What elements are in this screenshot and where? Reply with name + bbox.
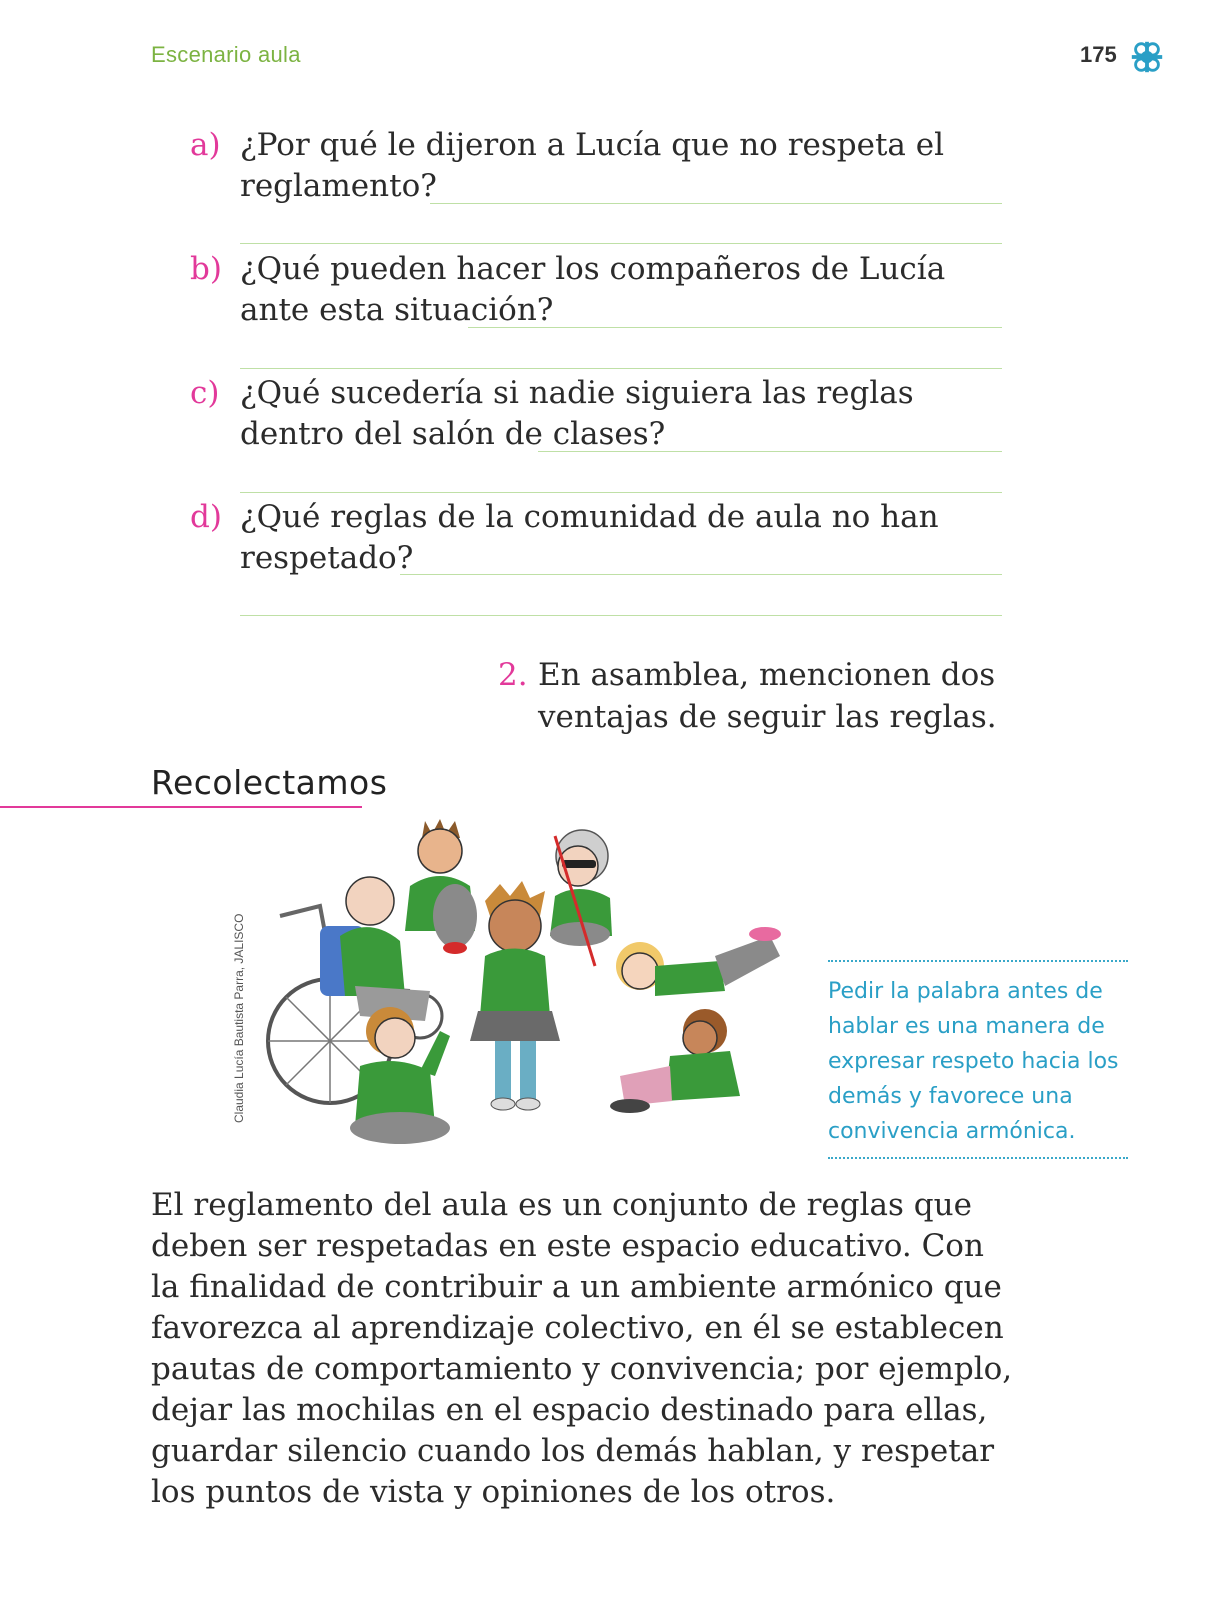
body-paragraph: El reglamento del aula es un conjunto de reglas que deben ser respetadas en este espacio educativo. Con la finalidad de contribuir a un ambiente armónico que favorezca al aprendizaje colectivo, en él se establecen pautas de comportamiento y convivencia; por ejemplo, dejar las mochilas en el espacio destinado para ellas, guardar silencio cuando los demás hablan, y respetar los puntos de vista y opiniones de los otros.	[151, 1187, 1013, 1510]
girl-standing-figure	[470, 881, 560, 1110]
illustration-credit: Claudia Lucía Bautista Parra, JALISCO	[232, 913, 246, 1123]
answer-line[interactable]	[240, 368, 1002, 369]
question-text: ¿Qué reglas de la comunidad de aula no han respetado?	[240, 499, 939, 576]
question-text: ¿Qué pueden hacer los compañeros de Lucía ante esta situación?	[240, 251, 946, 328]
answer-line[interactable]	[240, 492, 1002, 493]
section-underline	[0, 806, 362, 808]
callout-text: Pedir la palabra antes de hablar es una manera de expresar respeto hacia los demás y favorece una convivencia armónica.	[828, 979, 1119, 1144]
answer-line[interactable]	[430, 203, 1002, 204]
question-c	[190, 373, 1020, 453]
answer-line[interactable]	[240, 243, 1002, 244]
question-letter: d)	[190, 499, 222, 535]
snowflake-logo-icon	[1128, 38, 1166, 76]
boy-sitting-bottom-figure	[350, 1007, 450, 1144]
question-a	[190, 125, 1020, 205]
girl-lying-figure	[616, 927, 781, 996]
callout-box	[828, 960, 1128, 1159]
section-title: Recolectamos	[151, 763, 388, 802]
girl-lying-dark-figure	[610, 1009, 740, 1113]
page-number: 175	[1080, 42, 1117, 67]
answer-line[interactable]	[240, 615, 1002, 616]
answer-line[interactable]	[538, 451, 1002, 452]
item-text: En asamblea, mencionen dos ventajas de seguir las reglas.	[538, 657, 997, 735]
answer-line[interactable]	[400, 574, 1002, 575]
question-letter: a)	[190, 127, 221, 163]
boy-sitting-figure	[405, 819, 477, 954]
question-text: ¿Por qué le dijeron a Lucía que no respeta el reglamento?	[240, 127, 945, 204]
question-b	[190, 249, 1020, 329]
question-text: ¿Qué sucedería si nadie siguiera las reglas dentro del salón de clases?	[240, 375, 914, 452]
question-letter: c)	[190, 375, 220, 411]
answer-line[interactable]	[468, 327, 1002, 328]
children-illustration	[260, 816, 800, 1176]
question-d	[190, 497, 1020, 577]
question-letter: b)	[190, 251, 222, 287]
section-label: Escenario aula	[151, 42, 301, 67]
item-number: 2.	[498, 657, 528, 693]
girl-with-cane-figure	[550, 830, 612, 966]
